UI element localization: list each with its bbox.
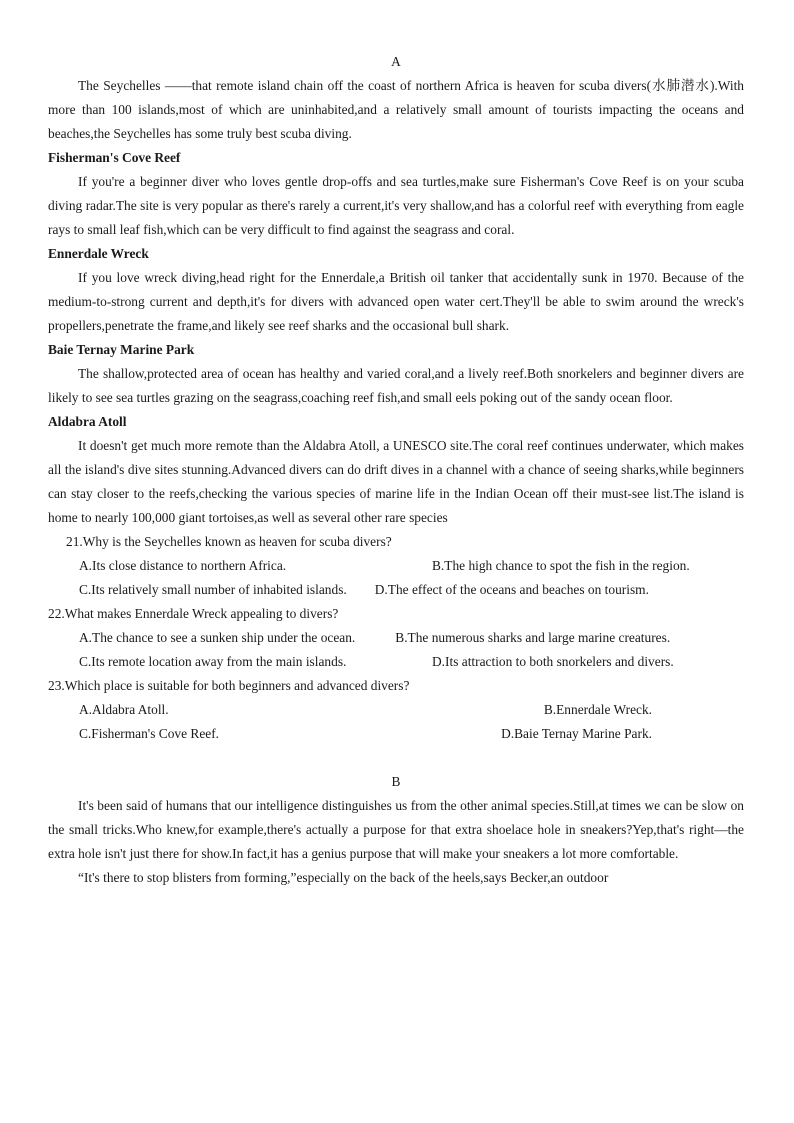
site-heading-ennerdale: Ennerdale Wreck bbox=[48, 246, 149, 261]
question-23-options-row-1 bbox=[48, 698, 744, 722]
question-21-option-c: C.Its relatively small number of inhabited islands. bbox=[79, 582, 347, 597]
question-22-option-b: B.The numerous sharks and large marine creatures. bbox=[395, 630, 671, 645]
question-23-option-a: A.Aldabra Atoll. bbox=[79, 702, 169, 717]
question-23-option-c: C.Fisherman's Cove Reef. bbox=[79, 726, 220, 741]
question-23-options-row-2 bbox=[48, 722, 744, 746]
section-a-intro: The Seychelles ——that remote island chain off the coast of northern Africa is heaven for scuba divers(水肺潜水).With more than 100 islands,most of which are uninhabited,and a relatively small amount of tourists impacting the oceans and beaches,the Seychelles has some truly best scuba diving. bbox=[48, 78, 744, 141]
question-22-option-c: C.Its remote location away from the main islands. bbox=[79, 654, 347, 669]
question-22-option-d: D.Its attraction to both snorkelers and divers. bbox=[432, 654, 674, 669]
section-b-paragraph-1: It's been said of humans that our intelligence distinguishes us from the other animal species.Still,at times we can be slow on the small tricks.Who knew,for example,there's actually a purpose for that extra shoelace hole in sneakers?Yep,that's right—the extra hole isn't just there for show.In fact,it has a genius purpose that will make your sneakers a lot more comfortable. bbox=[48, 798, 744, 861]
question-21-option-b: B.The high chance to spot the fish in the region. bbox=[432, 558, 690, 573]
site-heading-baie-ternay: Baie Ternay Marine Park bbox=[48, 342, 195, 357]
site-text-ennerdale: If you love wreck diving,head right for the Ennerdale,a British oil tanker that accidentally sunk in 1970. Because of the medium-to-strong current and depth,it's for divers with advanced open water cert.They'll be able to swim around the wreck's propellers,penetrate the frame,and likely see reef sharks and the occasional bull shark. bbox=[48, 270, 744, 333]
site-text-aldabra: It doesn't get much more remote than the Aldabra Atoll, a UNESCO site.The coral reef continues underwater, which makes all the island's dive sites stunning.Advanced divers can do drift dives in a channel with a chance of seeing sharks,while beginners can stay closer to the reefs,checking the various species of marine life in the Indian Ocean off their must-see list.The island is home to nearly 100,000 giant tortoises,as well as several other rare species bbox=[48, 438, 744, 525]
section-b-paragraph-2: “It's there to stop blisters from forming,”especially on the back of the heels,says Becker,an outdoor bbox=[78, 870, 609, 885]
question-23-option-b: B.Ennerdale Wreck. bbox=[543, 702, 652, 717]
question-21-option-d: D.The effect of the oceans and beaches on tourism. bbox=[374, 582, 649, 597]
question-22-options-row-2 bbox=[48, 650, 744, 674]
site-heading-aldabra: Aldabra Atoll bbox=[48, 414, 127, 429]
question-23-stem: 23.Which place is suitable for both beginners and advanced divers? bbox=[48, 678, 410, 693]
site-text-baie-ternay: The shallow,protected area of ocean has healthy and varied coral,and a lively reef.Both snorkelers and beginner divers are likely to see sea turtles grazing on the seagrass,coaching reef fish,and small eels poking out of the sandy ocean floor. bbox=[48, 366, 744, 405]
site-heading-fishermans-cove: Fisherman's Cove Reef bbox=[48, 150, 181, 165]
section-spacer bbox=[48, 746, 744, 770]
site-text-fishermans-cove: If you're a beginner diver who loves gentle drop-offs and sea turtles,make sure Fisherman's Cove Reef is on your scuba diving radar.The site is very popular as there's rarely a current,it's very shallow,and has a colorful reef with everything from eagle rays to small leaf fish,which can be very difficult to find against the seagrass and coral. bbox=[48, 174, 744, 237]
section-b-label: B bbox=[391, 774, 401, 789]
question-22-stem: 22.What makes Ennerdale Wreck appealing to divers? bbox=[48, 606, 339, 621]
document-page bbox=[48, 50, 744, 890]
question-22-option-a: A.The chance to see a sunken ship under the ocean. bbox=[79, 630, 356, 645]
question-23-option-d: D.Baie Ternay Marine Park. bbox=[501, 726, 652, 741]
question-21-options-row-2 bbox=[48, 578, 744, 602]
question-21-stem: 21.Why is the Seychelles known as heaven for scuba divers? bbox=[66, 534, 392, 549]
question-22-options-row-1 bbox=[48, 626, 744, 650]
section-a-label: A bbox=[391, 54, 401, 69]
question-21-option-a: A.Its close distance to northern Africa. bbox=[79, 558, 287, 573]
question-21-options-row-1 bbox=[48, 554, 744, 578]
